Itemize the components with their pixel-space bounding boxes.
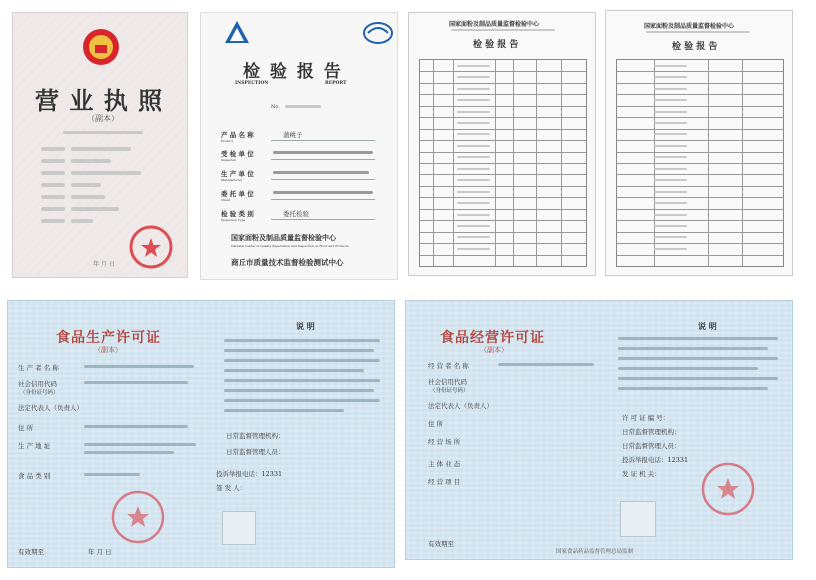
table-cell-text — [654, 202, 687, 204]
table-cell-text — [654, 156, 687, 158]
permit2-explain-title: 说 明 — [698, 321, 717, 331]
table-cell-text — [457, 248, 490, 250]
report2-title: 检 验 报 告 — [672, 42, 718, 52]
cover-label-client: 委 托 单 位 — [221, 190, 254, 198]
cover-center-name-en: National Center of Quality Supervision and Inspection on Flour and Products — [231, 244, 349, 248]
table-cell-text — [457, 236, 490, 238]
permit1-valid-tail: 年 月 日 — [88, 548, 112, 556]
permit1-field-6: 食 品 类 别 — [18, 472, 51, 480]
permit2-field-7: 经 营 项 目 — [428, 478, 461, 486]
cover-title: 检 验 报 告 — [243, 62, 343, 82]
table-grid-line — [617, 94, 783, 95]
permit2-field-1: 社会信用代码 — [428, 378, 467, 386]
permit1-explain-title: 说 明 — [296, 321, 315, 331]
cover-label-inspected-en: Inspected — [221, 158, 236, 162]
table-cell-text — [654, 76, 687, 78]
permit1-right-0: 日常监督管理机构： — [226, 432, 285, 440]
table-grid-line — [617, 197, 783, 198]
table-cell-text — [457, 179, 490, 181]
table-cell-text — [654, 65, 687, 67]
table-grid-line — [617, 163, 783, 164]
table-cell-text — [654, 145, 687, 147]
permit2-field-2: （身份证号码） — [430, 388, 469, 394]
business-license-image — [12, 12, 188, 278]
table-cell-text — [654, 168, 687, 170]
license-date: 年 月 日 — [93, 261, 115, 268]
table-cell-text — [457, 133, 490, 135]
table-grid-line — [420, 106, 586, 107]
permit1-right-1: 日常监督管理人员： — [226, 448, 285, 456]
table-grid-line — [617, 117, 783, 118]
table-cell-text — [654, 133, 687, 135]
table-grid-line — [617, 174, 783, 175]
cover-title-en-right: REPORT — [325, 81, 347, 86]
cover-no-label: No. — [271, 104, 280, 110]
table-cell-text — [654, 122, 687, 124]
permit1-field-5: 生 产 地 址 — [18, 442, 51, 450]
table-grid-line — [617, 129, 783, 130]
permit2-field-5: 经 营 场 所 — [428, 438, 461, 446]
table-cell-text — [457, 214, 490, 216]
table-cell-text — [457, 76, 490, 78]
table-grid-line — [617, 209, 783, 210]
table-cell-text — [654, 225, 687, 227]
table-cell-text — [457, 156, 490, 158]
permit2-valid-label: 有效期至 — [428, 540, 454, 548]
permit2-title: 食品经营许可证 — [440, 330, 545, 346]
table-cell-text — [654, 179, 687, 181]
table-grid-line — [617, 152, 783, 153]
permit1-right-2: 投诉举报电话：12331 — [216, 470, 283, 478]
table-grid-line — [420, 83, 586, 84]
permit1-subtitle: （副本） — [94, 346, 122, 354]
permit1-field-2: （身份证号码） — [20, 390, 59, 396]
table-grid-line — [420, 232, 586, 233]
report1-center: 国家面粉及制品质量监督检验中心 — [449, 21, 540, 28]
cover-label-type: 检 验 类 别 — [221, 210, 254, 218]
table-cell-text — [457, 65, 490, 67]
cover-label-manufacturer-en: Manufacturer — [221, 178, 243, 182]
table-grid-line — [420, 117, 586, 118]
table-grid-line — [420, 243, 586, 244]
permit2-right-4: 发 证 机 关： — [622, 470, 661, 478]
inspection-report-page-1 — [408, 12, 596, 276]
table-grid-line — [420, 220, 586, 221]
cover-label-client-en: Client — [221, 198, 231, 202]
table-cell-text — [654, 111, 687, 113]
table-grid-line — [420, 255, 586, 256]
permit2-red-seal — [700, 461, 756, 517]
table-cell-text — [654, 191, 687, 193]
red-official-seal — [129, 225, 173, 269]
permit2-field-6: 主 体 业 态 — [428, 460, 461, 468]
table-cell-text — [457, 225, 490, 227]
table-grid-line — [617, 220, 783, 221]
table-cell-text — [654, 99, 687, 101]
table-cell-text — [654, 236, 687, 238]
table-grid-line — [420, 94, 586, 95]
permit1-title: 食品生产许可证 — [56, 330, 161, 346]
permit2-subtitle: （副本） — [480, 346, 508, 354]
inspection-report-cover — [200, 12, 398, 280]
table-cell-text — [457, 202, 490, 204]
table-cell-text — [457, 191, 490, 193]
ma-logo-icon — [223, 19, 251, 47]
table-grid-line — [420, 197, 586, 198]
table-grid-line — [617, 232, 783, 233]
cover-label-product: 产 品 名 称 — [221, 131, 254, 139]
food-business-permit — [405, 300, 793, 560]
table-cell-text — [457, 99, 490, 101]
table-grid-line — [617, 106, 783, 107]
table-cell-text — [457, 145, 490, 147]
cover-label-manufacturer: 生 产 单 位 — [221, 170, 254, 178]
table-grid-line — [420, 163, 586, 164]
license-subtitle: （副本） — [87, 114, 119, 123]
table-grid-line — [617, 255, 783, 256]
table-cell-text — [457, 111, 490, 113]
national-emblem-icon — [81, 27, 121, 67]
table-cell-text — [457, 88, 490, 90]
permit1-red-seal — [110, 489, 166, 545]
cover-label-type-en: Inspection Type — [221, 218, 246, 222]
permit1-field-4: 住 所 — [18, 424, 34, 432]
table-cell-text — [457, 122, 490, 124]
permit1-field-0: 生 产 者 名 称 — [18, 364, 59, 372]
table-grid-line — [617, 83, 783, 84]
table-grid-line — [420, 209, 586, 210]
food-production-permit — [7, 300, 395, 568]
table-cell-text — [654, 88, 687, 90]
cover-center-name: 国家面粉及制品质量监督检验中心 — [231, 233, 336, 242]
cnas-logo-icon — [363, 21, 393, 45]
permit2-right-3: 投诉举报电话：12331 — [622, 456, 689, 464]
cover-title-en-left: INSPECTION — [235, 81, 269, 86]
table-grid-line — [617, 186, 783, 187]
table-cell-text — [654, 248, 687, 250]
table-cell-text — [457, 168, 490, 170]
permit2-right-0: 许 可 证 编 号： — [622, 414, 670, 422]
permit2-qr-placeholder — [620, 501, 656, 537]
permit1-valid-label: 有效期至 — [18, 548, 44, 556]
permit2-right-2: 日常监督管理人员： — [622, 442, 681, 450]
permit1-qr-placeholder — [222, 511, 256, 545]
cover-label-product-en: Product — [221, 139, 233, 143]
permit1-field-1: 社会信用代码 — [18, 380, 57, 388]
table-grid-line — [617, 243, 783, 244]
cover-institute: 商丘市质量技术监督检验测试中心 — [231, 258, 344, 267]
table-grid-line — [420, 186, 586, 187]
report2-table — [616, 59, 784, 267]
cover-type-value: 委托检验 — [283, 210, 309, 218]
table-grid-line — [617, 140, 783, 141]
table-grid-line — [420, 152, 586, 153]
report2-center: 国家面粉及制品质量监督检验中心 — [644, 23, 735, 30]
table-grid-line — [420, 140, 586, 141]
report1-title: 检 验 报 告 — [473, 40, 519, 50]
permit2-field-0: 经 营 者 名 称 — [428, 362, 469, 370]
inspection-report-page-2 — [605, 10, 793, 276]
permit2-field-3: 法定代表人（负责人） — [428, 402, 493, 410]
table-grid-line — [420, 174, 586, 175]
cover-product-value: 蒲桃子 — [283, 131, 303, 139]
permit2-right-1: 日常监督管理机构： — [622, 428, 681, 436]
report1-table — [419, 59, 587, 267]
table-cell-text — [654, 214, 687, 216]
permit1-field-3: 法定代表人（负责人） — [18, 404, 83, 412]
table-grid-line — [420, 129, 586, 130]
cover-label-inspected: 受 检 单 位 — [221, 150, 254, 158]
permit2-footer: 国家食品药品监督管理总局监制 — [556, 549, 634, 555]
permit1-right-3: 签 发 人： — [216, 484, 247, 492]
table-grid-line — [420, 71, 586, 72]
license-title: 营 业 执 照 — [35, 86, 164, 115]
permit2-field-4: 住 所 — [428, 420, 444, 428]
table-grid-line — [617, 71, 783, 72]
